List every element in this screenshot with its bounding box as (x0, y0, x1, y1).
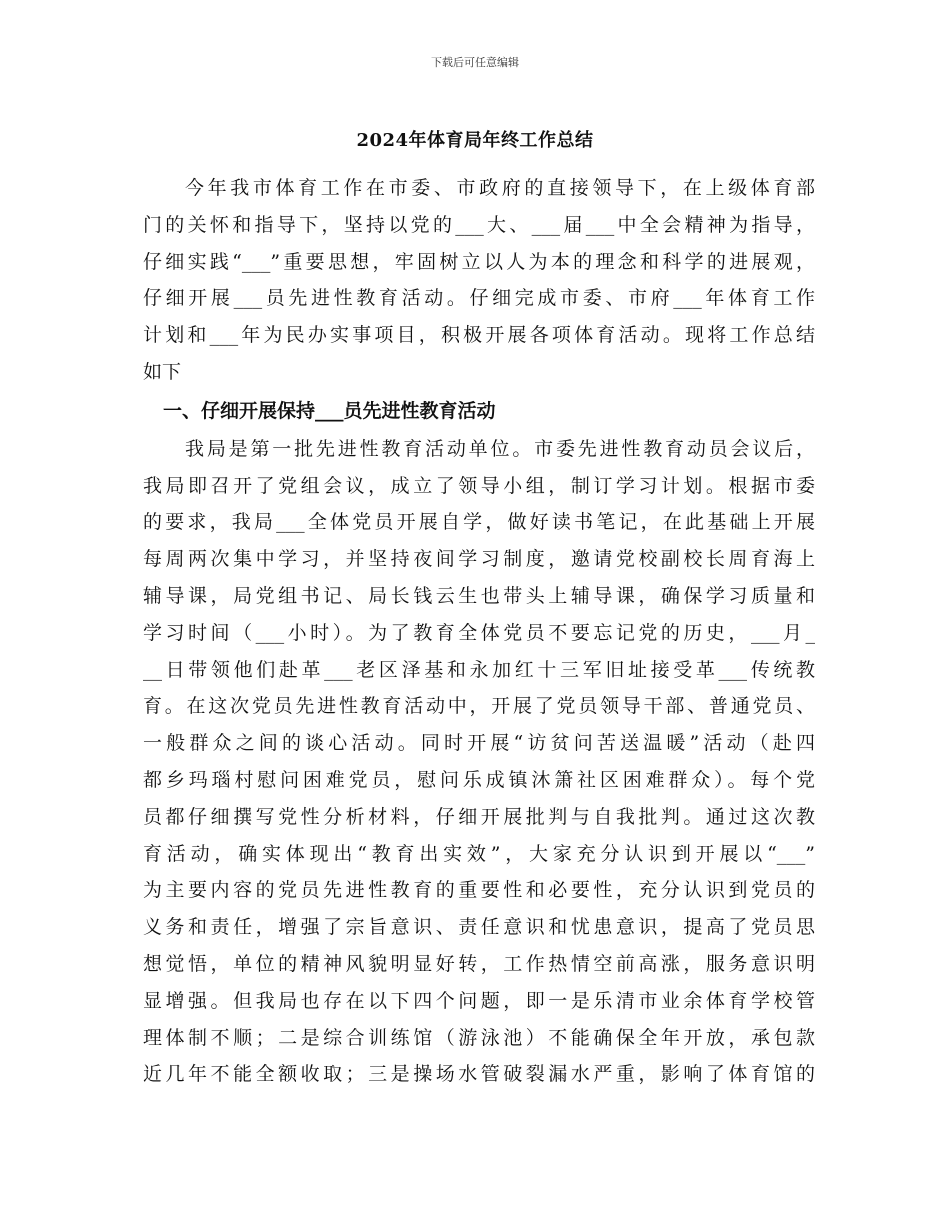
section-heading: 一、仔细开展保持___员先进性教育活动 (163, 399, 496, 422)
header-note: 下载后可任意编辑 (431, 56, 519, 69)
text-line: 都乡玛瑙村慰问困难党员，慰问乐成镇沐箫社区困难群众）。每个党 (143, 768, 815, 791)
text-line: 仔细实践“___”重要思想，牢固树立以人为本的理念和科学的进展观， (143, 250, 815, 273)
text-line: 计划和___年为民办实事项目，积极开展各项体育活动。现将工作总结 (143, 324, 815, 347)
document-body (143, 170, 815, 1093)
text-line: 近几年不能全额收取；三是操场水管破裂漏水严重，影响了体育馆的 (143, 1063, 815, 1086)
text-line: 育。在这次党员先进性教育活动中，开展了党员领导干部、普通党员、 (143, 695, 815, 718)
paragraph-intro (143, 170, 815, 391)
text-line: __日带领他们赴革___老区泽基和永加红十三军旧址接受革___传统教 (143, 658, 815, 681)
text-line: 仔细开展___员先进性教育活动。仔细完成市委、市府___年体育工作 (143, 287, 815, 310)
text-line: 显增强。但我局也存在以下四个问题，即一是乐清市业余体育学校管 (143, 989, 815, 1012)
text-line: 如下 (143, 360, 182, 383)
text-line: 门的关怀和指导下，坚持以党的___大、___届___中全会精神为指导， (143, 213, 815, 236)
text-line: 我局即召开了党组会议，成立了领导小组，制订学习计划。根据市委 (143, 474, 815, 497)
text-line: 的要求，我局___全体党员开展自学，做好读书笔记，在此基础上开展 (143, 511, 815, 534)
text-line: 育活动，确实体现出“教育出实效”，大家充分认识到开展以“___” (143, 842, 815, 865)
text-line: 我局是第一批先进性教育活动单位。市委先进性教育动员会议后， (185, 437, 815, 460)
text-line: 为主要内容的党员先进性教育的重要性和必要性，充分认识到党员的 (143, 879, 815, 902)
text-line: 想觉悟，单位的精神风貌明显好转，工作热情空前高涨，服务意识明 (143, 952, 815, 975)
paragraph-section-1 (143, 431, 815, 1093)
text-line: 一般群众之间的谈心活动。同时开展“访贫问苦送温暖”活动（赴四 (143, 732, 815, 755)
document-title: 2024年体育局年终工作总结 (356, 130, 594, 151)
text-line: 每周两次集中学习，并坚持夜间学习制度，邀请党校副校长周育海上 (143, 548, 815, 571)
text-line: 员都仔细撰写党性分析材料，仔细开展批判与自我批判。通过这次教 (143, 805, 815, 828)
text-line: 今年我市体育工作在市委、市政府的直接领导下，在上级体育部 (185, 177, 815, 199)
text-line: 义务和责任，增强了宗旨意识、责任意识和忧患意识，提高了党员思 (143, 916, 815, 939)
text-line: 理体制不顺；二是综合训练馆（游泳池）不能确保全年开放，承包款 (143, 1026, 815, 1049)
text-line: 学习时间（___小时）。为了教育全体党员不要忘记党的历史，___月_ (143, 621, 815, 644)
text-line: 辅导课，局党组书记、局长钱云生也带头上辅导课，确保学习质量和 (143, 584, 815, 607)
